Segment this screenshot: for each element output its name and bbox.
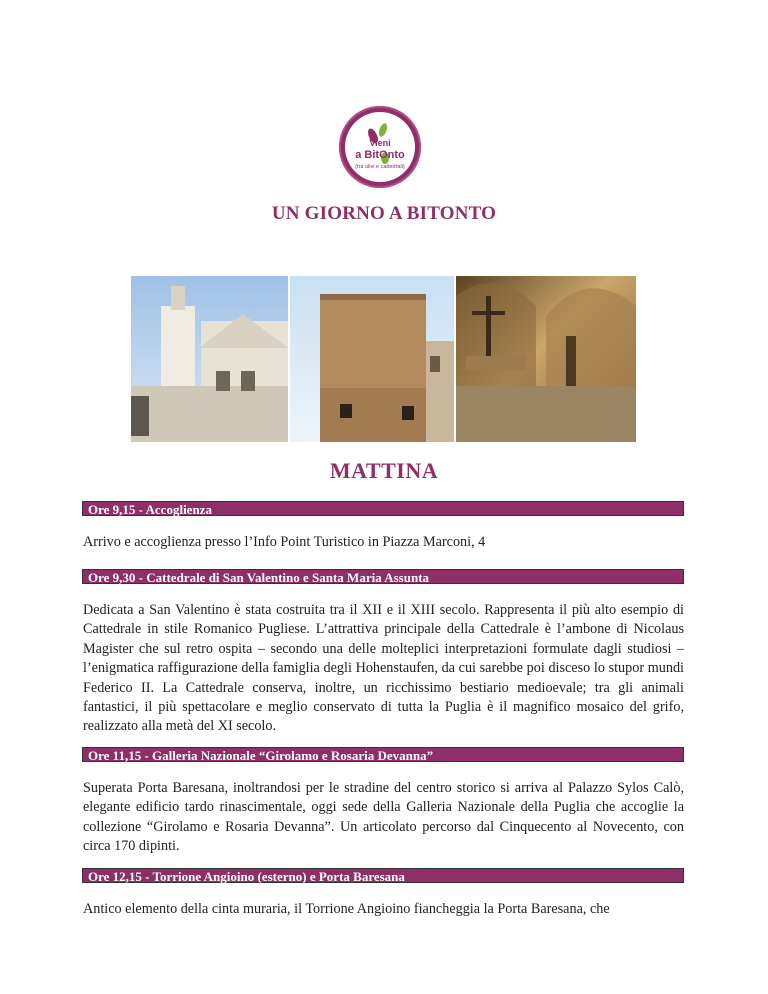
crypt-photo xyxy=(456,276,636,442)
logo xyxy=(339,106,421,188)
schedule-heading: Ore 11,15 - Galleria Nazionale “Girolamo e Rosaria Devanna” xyxy=(82,747,684,762)
schedule-text: Superata Porta Baresana, inoltrandosi per le stradine del centro storico si arriva al Palazzo Sylos Calò, elegante edificio tardo rinascimentale, oggi sede della Galleria Nazionale della Puglia che accoglie la collezione “Girolamo e Rosaria Devanna”. Un articolato percorso dal Cinquecento al Novecento, con circa 170 dipinti. xyxy=(83,780,684,855)
photo-strip xyxy=(131,276,636,442)
section-title: MATTINA xyxy=(329,458,439,483)
cathedral-photo xyxy=(131,276,288,442)
page-title: UN GIORNO A BITONTO xyxy=(271,203,497,224)
schedule-heading: Ore 9,30 - Cattedrale di San Valentino e Santa Maria Assunta xyxy=(82,569,684,584)
logo-line2: a BitOnto xyxy=(355,149,405,161)
tower-photo xyxy=(290,276,454,442)
schedule-text: Arrivo e accoglienza presso l’Info Point Turistico in Piazza Marconi, 4 xyxy=(83,534,486,550)
schedule-text: Dedicata a San Valentino è stata costruita tra il XII e il XIII secolo. Rappresenta il più alto esempio di Cattedrale in stile Romanico Pugliese. L’attrattiva principale della Cattedrale è l’ambone di Nicolaus Magister che sul retro ospita – secondo una delle molteplici interpretazioni formulate dagli studiosi – l’enigmatica raffigurazione della famiglia degli Hohenstaufen, da cui sarebbe poi disceso lo stupor mundi Federico II. La Cattedrale conserva, inoltre, un ricchissimo bestiario medioevale; tra gli animali fantastici, il più spettacolare e meglio conservato di tutta la Puglia è il magnifico mosaico del grifo, realizzato alla metà del XI secolo. xyxy=(83,602,684,735)
schedule-heading: Ore 9,15 - Accoglienza xyxy=(82,501,684,516)
schedule-text: Antico elemento della cinta muraria, il Torrione Angioino fiancheggia la Porta Baresana, che xyxy=(83,901,610,917)
logo-line1: Vieni xyxy=(369,138,391,148)
logo-line3: (tra ulivi e cattedrali) xyxy=(355,164,405,170)
schedule-heading: Ore 12,15 - Torrione Angioino (esterno) e Porta Baresana xyxy=(82,868,684,883)
